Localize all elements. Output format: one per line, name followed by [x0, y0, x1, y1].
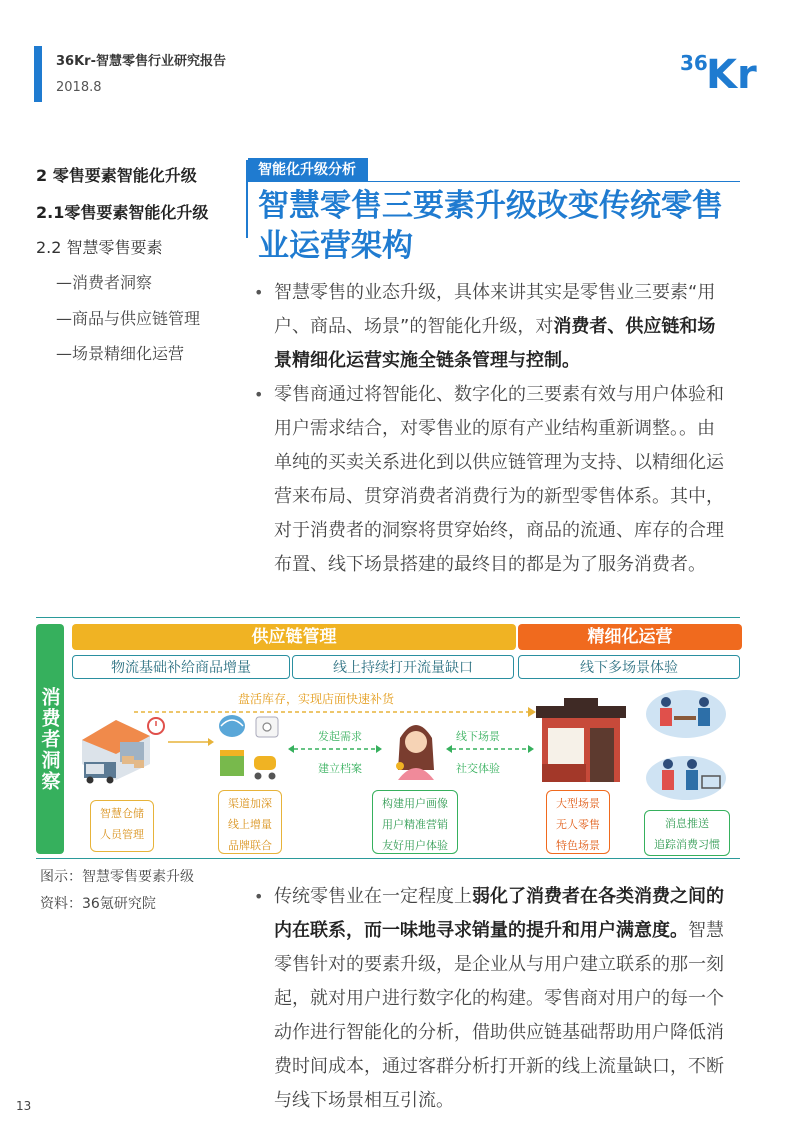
svg-text:36: 36 — [680, 51, 708, 75]
nav-item-scene-operations[interactable]: —场景精细化运营 — [56, 344, 185, 363]
nav-item-section-2-2[interactable]: 2.2 智慧零售要素 — [36, 238, 163, 257]
consumer-insight-bar: 消费者洞察 — [36, 624, 64, 854]
nav-item-section-2-1[interactable]: 2.1零售要素智能化升级 — [36, 203, 209, 222]
36kr-logo — [680, 42, 766, 92]
offline-scene-label: 线下场景 — [456, 730, 500, 743]
paragraph-1 — [254, 276, 726, 378]
bullet-dot: • — [254, 385, 264, 404]
diagram-top-rule — [36, 617, 740, 618]
bullet-dot: • — [254, 887, 264, 906]
caption-push: 消息推送 追踪消费习惯 — [644, 810, 730, 856]
restock-label: 盘活库存，实现店面快速补货 — [238, 692, 395, 706]
logistics-box: 物流基础补给商品增量 — [72, 655, 290, 679]
report-title: 36Kr-智慧零售行业研究报告 — [56, 54, 226, 69]
offline-scene-box: 线下多场景体验 — [518, 655, 740, 679]
shopping-people-icon — [644, 752, 728, 802]
caption-scenes: 大型场景 无人零售 特色场景 — [546, 790, 610, 854]
arrow-right-icon — [166, 736, 216, 748]
caption-warehouse: 智慧仓储 人员管理 — [90, 800, 154, 852]
double-arrow-right — [446, 744, 534, 754]
paragraph-3-highlight: 弱化了消费者在各类消费之间的内在联系，而一味地寻求销量的提升和用户满意度。 — [274, 886, 724, 941]
nav-item-supply-chain[interactable]: —商品与供应链管理 — [56, 309, 201, 328]
report-date: 2018.8 — [56, 80, 102, 95]
online-traffic-box: 线上持续打开流量缺口 — [292, 655, 514, 679]
product-icons — [216, 714, 284, 786]
section-title: 智慧零售三要素升级改变传统零售业运营架构 — [258, 188, 723, 264]
profile-label: 建立档案 — [318, 762, 362, 775]
demand-label: 发起需求 — [318, 730, 362, 743]
paragraph-1-text: 智慧零售的业态升级，具体来讲其实是零售业三要素“用户、商品、场景”的智能化升级，对 — [274, 282, 716, 337]
nav-item-consumer-insight[interactable]: —消费者洞察 — [56, 273, 153, 292]
paragraph-3 — [254, 880, 726, 1118]
user-avatar-icon — [386, 716, 446, 782]
nav-item-chapter[interactable]: 2 零售要素智能化升级 — [36, 166, 197, 185]
store-icon — [534, 698, 628, 786]
section-tag: 智能化升级分析 — [248, 158, 368, 182]
svg-text:Kr: Kr — [706, 52, 757, 92]
double-arrow-left — [288, 744, 382, 754]
figure-caption: 图示：智慧零售要素升级 — [40, 869, 194, 885]
header-accent-bar — [34, 46, 42, 102]
figure-source: 资料：36氪研究院 — [40, 896, 156, 912]
supply-chain-bar: 供应链管理 — [72, 624, 516, 650]
warehouse-truck-icon — [76, 706, 166, 784]
section-rule — [248, 181, 740, 182]
caption-user-profile: 构建用户画像 用户精准营销 友好用户体验 — [372, 790, 458, 854]
caption-channel: 渠道加深 线上增量 品牌联合 — [218, 790, 282, 854]
paragraph-2 — [254, 378, 726, 582]
paragraph-3-text: 传统零售业在一定程度上 — [274, 886, 472, 907]
bullet-dot: • — [254, 283, 264, 302]
paragraph-2-text: 零售商通过将智能化、数字化的三要素有效与用户体验和用户需求结合，对零售业的原有产业结构重新调整。。由单纯的买卖关系进化到以供应链管理为支持、以精细化运营来布局、贯穿消费者消费行为的新型零售体系。其中，对于消费者的洞察将贯穿始终，商品的流通、库存的合理布置、线下场景搭建的最终目的都是为了服务消费者。 — [274, 384, 724, 575]
fine-operations-bar: 精细化运营 — [518, 624, 742, 650]
paragraph-3-tail: 智慧零售针对的要素升级，是企业从与用户建立联系的那一刻起，就对用户进行数字化的构建。零售商对用户的每一个动作进行智能化的分析，借助供应链基础帮助用户降低消费时间成本，通过客群分析打开新的线上流量缺口，不断与线下场景相互引流。 — [274, 920, 724, 1111]
social-experience-label: 社交体验 — [456, 762, 500, 775]
page-number: 13 — [16, 1099, 32, 1113]
diagram-bottom-rule — [36, 858, 740, 859]
paragraph-1-highlight: 消费者、供应链和场景精细化运营实施全链条管理与控制。 — [274, 316, 716, 371]
dining-people-icon — [644, 686, 728, 740]
